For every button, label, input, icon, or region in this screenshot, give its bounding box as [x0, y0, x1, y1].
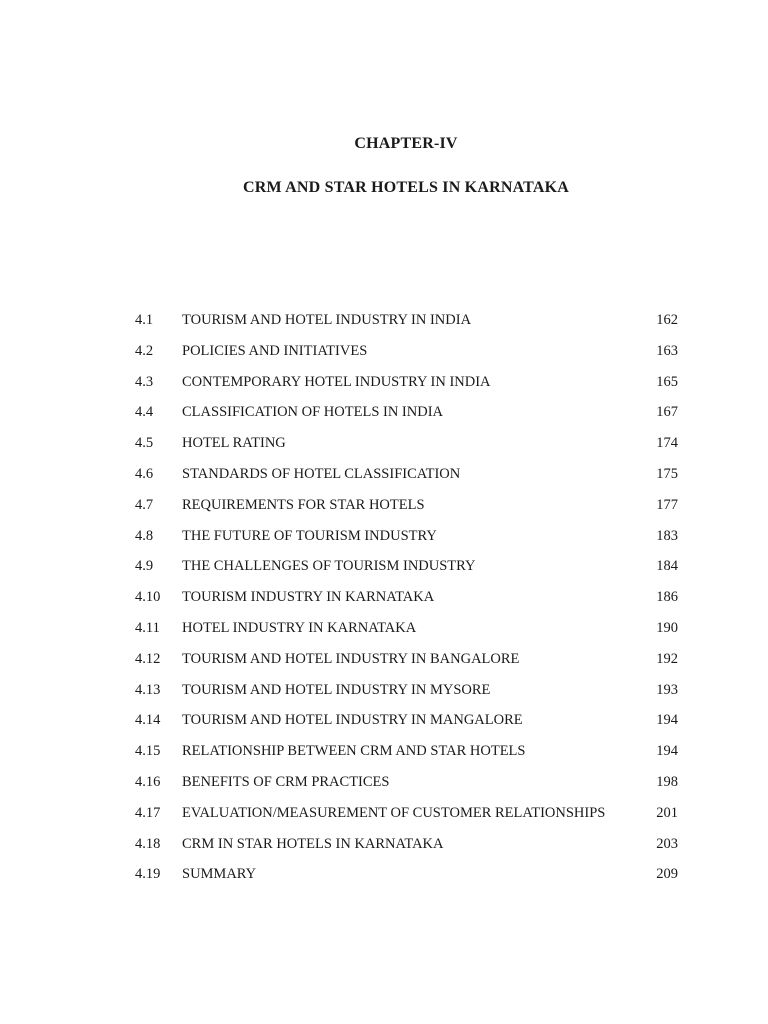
- toc-section-title: THE CHALLENGES OF TOURISM INDUSTRY: [182, 558, 476, 575]
- toc-page-number: 201: [656, 804, 678, 821]
- toc-section-title: BENEFITS OF CRM PRACTICES: [182, 773, 390, 790]
- toc-section-title: EVALUATION/MEASUREMENT OF CUSTOMER RELATIONSHIPS: [182, 804, 606, 821]
- toc-section-title: RELATIONSHIP BETWEEN CRM AND STAR HOTELS: [182, 743, 526, 760]
- toc-section-number: 4.7: [135, 496, 154, 513]
- toc-page-number: 209: [656, 866, 678, 883]
- toc-page-number: 167: [656, 404, 678, 421]
- toc-row: [0, 740, 768, 771]
- toc-page-number: 194: [656, 743, 678, 760]
- toc-section-number: 4.10: [135, 589, 161, 606]
- toc-section-number: 4.13: [135, 681, 161, 698]
- toc-section-title: TOURISM AND HOTEL INDUSTRY IN BANGALORE: [182, 650, 520, 667]
- toc-page-number: 175: [656, 465, 678, 482]
- toc-page-number: 162: [656, 312, 678, 328]
- toc-section-number: 4.3: [135, 373, 154, 390]
- table-of-contents: [0, 309, 768, 894]
- toc-row: [0, 863, 768, 894]
- toc-section-number: 4.15: [135, 743, 161, 760]
- toc-section-title: TOURISM AND HOTEL INDUSTRY IN MANGALORE: [182, 712, 523, 729]
- toc-section-title: REQUIREMENTS FOR STAR HOTELS: [182, 496, 425, 513]
- toc-row: [0, 401, 768, 432]
- toc-section-title: HOTEL INDUSTRY IN KARNATAKA: [182, 619, 417, 636]
- toc-page-number: 190: [656, 619, 678, 636]
- toc-section-title: POLICIES AND INITIATIVES: [182, 342, 368, 359]
- toc-section-title: TOURISM AND HOTEL INDUSTRY IN MYSORE: [182, 681, 491, 698]
- toc-page-number: 184: [656, 558, 678, 575]
- toc-page-number: 203: [656, 835, 678, 852]
- toc-row: [0, 494, 768, 525]
- toc-row: [0, 679, 768, 710]
- toc-section-number: 4.9: [135, 558, 154, 575]
- toc-row: [0, 617, 768, 648]
- toc-row: [0, 555, 768, 586]
- toc-page-number: 165: [656, 373, 678, 390]
- toc-section-title: CONTEMPORARY HOTEL INDUSTRY IN INDIA: [182, 373, 491, 390]
- toc-section-title: TOURISM AND HOTEL INDUSTRY IN INDIA: [182, 312, 472, 328]
- toc-section-number: 4.5: [135, 435, 154, 452]
- toc-page-number: 193: [656, 681, 678, 698]
- toc-row: [0, 709, 768, 740]
- toc-page-number: 194: [656, 712, 678, 729]
- toc-page-number: 192: [656, 650, 678, 667]
- chapter-label: CHAPTER-IV: [354, 135, 458, 152]
- toc-page-number: 174: [656, 435, 678, 452]
- toc-row: [0, 802, 768, 833]
- toc-section-number: 4.2: [135, 342, 154, 359]
- toc-page-number: 186: [656, 589, 678, 606]
- toc-row: [0, 771, 768, 802]
- toc-page-number: 183: [656, 527, 678, 544]
- toc-section-number: 4.16: [135, 773, 161, 790]
- toc-section-number: 4.12: [135, 650, 161, 667]
- toc-section-number: 4.19: [135, 866, 161, 883]
- toc-section-number: 4.17: [135, 804, 161, 821]
- toc-section-number: 4.14: [135, 712, 161, 729]
- chapter-title: CRM AND STAR HOTELS IN KARNATAKA: [243, 179, 569, 196]
- toc-row: [0, 648, 768, 679]
- toc-section-number: 4.4: [135, 404, 154, 421]
- toc-section-number: 4.8: [135, 527, 154, 544]
- toc-section-title: SUMMARY: [182, 866, 257, 883]
- toc-page-number: 198: [656, 773, 678, 790]
- toc-row: [0, 586, 768, 617]
- toc-section-title: STANDARDS OF HOTEL CLASSIFICATION: [182, 465, 461, 482]
- toc-section-title: TOURISM INDUSTRY IN KARNATAKA: [182, 589, 435, 606]
- toc-row: [0, 432, 768, 463]
- toc-row: [0, 371, 768, 402]
- toc-row: [0, 340, 768, 371]
- toc-page-number: 177: [656, 496, 678, 513]
- toc-section-number: 4.18: [135, 835, 161, 852]
- toc-section-number: 4.6: [135, 465, 154, 482]
- toc-section-title: CLASSIFICATION OF HOTELS IN INDIA: [182, 404, 443, 421]
- toc-row: [0, 309, 768, 340]
- toc-section-number: 4.1: [135, 312, 154, 328]
- toc-page-number: 163: [656, 342, 678, 359]
- toc-row: [0, 463, 768, 494]
- toc-section-title: HOTEL RATING: [182, 435, 286, 452]
- toc-row: [0, 525, 768, 556]
- toc-section-number: 4.11: [135, 619, 160, 636]
- toc-section-title: THE FUTURE OF TOURISM INDUSTRY: [182, 527, 437, 544]
- toc-section-title: CRM IN STAR HOTELS IN KARNATAKA: [182, 835, 444, 852]
- toc-row: [0, 833, 768, 864]
